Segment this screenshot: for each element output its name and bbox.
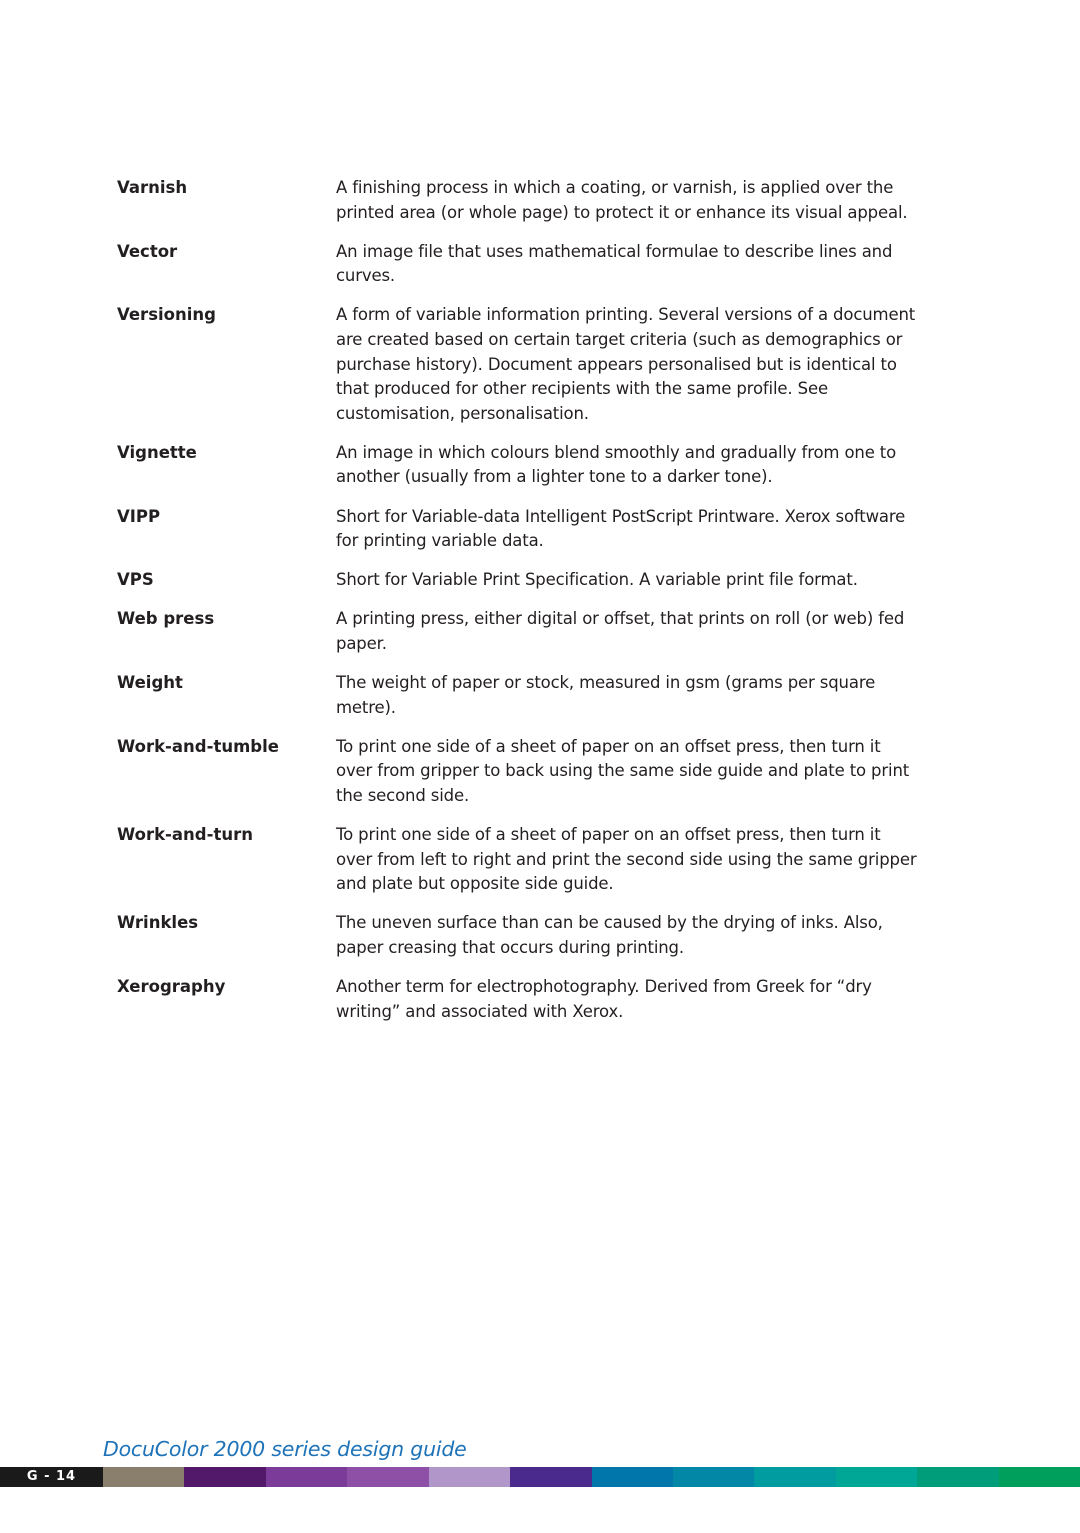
glossary-term: Xerography: [117, 976, 226, 996]
glossary-term: VIPP: [117, 506, 161, 526]
glossary-entry: [117, 975, 917, 1024]
definition-line: writing” and associated with Xerox.: [336, 1001, 624, 1021]
definition-line: another (usually from a lighter tone to a darker tone).: [336, 467, 773, 487]
definition-line: are created based on certain target criteria (such as demographics or: [336, 329, 903, 349]
glossary-entry: [117, 240, 917, 289]
glossary-definition: [336, 303, 917, 426]
glossary-entry: [117, 505, 917, 554]
definition-line: Another term for electrophotography. Derived from Greek for “dry: [336, 976, 872, 996]
color-bar: [103, 1467, 1080, 1487]
glossary-term: Versioning: [117, 305, 216, 325]
color-swatch: [266, 1467, 347, 1487]
glossary-list: [117, 176, 917, 1039]
color-swatch: [592, 1467, 673, 1487]
glossary-term: Varnish: [117, 178, 188, 197]
glossary-term: Work-and-tumble: [117, 736, 279, 756]
glossary-term: Work-and-turn: [117, 824, 253, 844]
definition-line: Short for Variable Print Specification. A variable print file format.: [336, 570, 858, 590]
glossary-entry: [117, 176, 917, 225]
color-swatch: [347, 1467, 428, 1487]
definition-line: A form of variable information printing. Several versions of a document: [336, 305, 916, 325]
glossary-entry: [117, 607, 917, 656]
color-swatch: [103, 1467, 184, 1487]
definition-line: The uneven surface than can be caused by the drying of inks. Also,: [336, 913, 883, 933]
color-swatch: [917, 1467, 998, 1487]
glossary-definition: [336, 568, 917, 593]
definition-line: The weight of paper or stock, measured in gsm (grams per square: [336, 673, 876, 692]
definition-line: customisation, personalisation.: [336, 403, 589, 423]
definition-line: To print one side of a sheet of paper on an offset press, then turn it: [336, 824, 881, 844]
glossary-definition: [336, 240, 917, 289]
color-swatch: [999, 1467, 1080, 1487]
glossary-entry: [117, 823, 917, 897]
color-swatch: [510, 1467, 591, 1487]
color-swatch: [836, 1467, 917, 1487]
definition-line: An image file that uses mathematical formulae to describe lines and: [336, 241, 893, 261]
definition-line: paper.: [336, 633, 387, 653]
glossary-term: VPS: [117, 570, 154, 590]
definition-line: An image in which colours blend smoothly and gradually from one to: [336, 442, 897, 462]
definition-line: that produced for other recipients with the same profile. See: [336, 379, 828, 399]
definition-line: and plate but opposite side guide.: [336, 874, 614, 894]
definition-line: purchase history). Document appears personalised but is identical to: [336, 354, 897, 374]
glossary-definition: [336, 441, 917, 490]
definition-line: curves.: [336, 266, 396, 286]
glossary-definition: [336, 671, 917, 720]
color-swatch: [673, 1467, 754, 1487]
glossary-definition: [336, 607, 917, 656]
glossary-term: Web press: [117, 609, 215, 629]
glossary-term: Weight: [117, 673, 183, 692]
document-title: DocuColor 2000 series design guide: [103, 1437, 467, 1461]
definition-line: over from left to right and print the second side using the same gripper: [336, 849, 917, 869]
definition-line: metre).: [336, 697, 396, 717]
definition-line: Short for Variable-data Intelligent PostScript Printware. Xerox software: [336, 506, 906, 526]
glossary-term: Vignette: [117, 442, 197, 462]
glossary-definition: [336, 176, 917, 225]
glossary-entry: [117, 671, 917, 720]
color-swatch: [754, 1467, 835, 1487]
glossary-definition: [336, 505, 917, 554]
color-swatch: [429, 1467, 510, 1487]
glossary-entry: [117, 441, 917, 490]
definition-line: for printing variable data.: [336, 531, 544, 551]
definition-line: over from gripper to back using the same side guide and plate to print: [336, 761, 910, 781]
definition-line: To print one side of a sheet of paper on an offset press, then turn it: [336, 736, 881, 756]
glossary-term: Wrinkles: [117, 913, 199, 933]
glossary-term: Vector: [117, 241, 178, 261]
definition-line: A printing press, either digital or offset, that prints on roll (or web) fed: [336, 609, 905, 629]
glossary-definition: [336, 911, 917, 960]
glossary-definition: [336, 975, 917, 1024]
glossary-entry: [117, 735, 917, 809]
glossary-definition: [336, 735, 917, 809]
color-swatch: [184, 1467, 265, 1487]
definition-line: printed area (or whole page) to protect it or enhance its visual appeal.: [336, 202, 908, 222]
definition-line: paper creasing that occurs during printing.: [336, 937, 684, 957]
definition-line: A finishing process in which a coating, or varnish, is applied over the: [336, 178, 894, 197]
page-number: G - 14: [0, 1467, 103, 1487]
definition-line: the second side.: [336, 785, 470, 805]
glossary-definition: [336, 823, 917, 897]
glossary-entry: [117, 303, 917, 426]
glossary-entry: [117, 568, 917, 593]
glossary-entry: [117, 911, 917, 960]
